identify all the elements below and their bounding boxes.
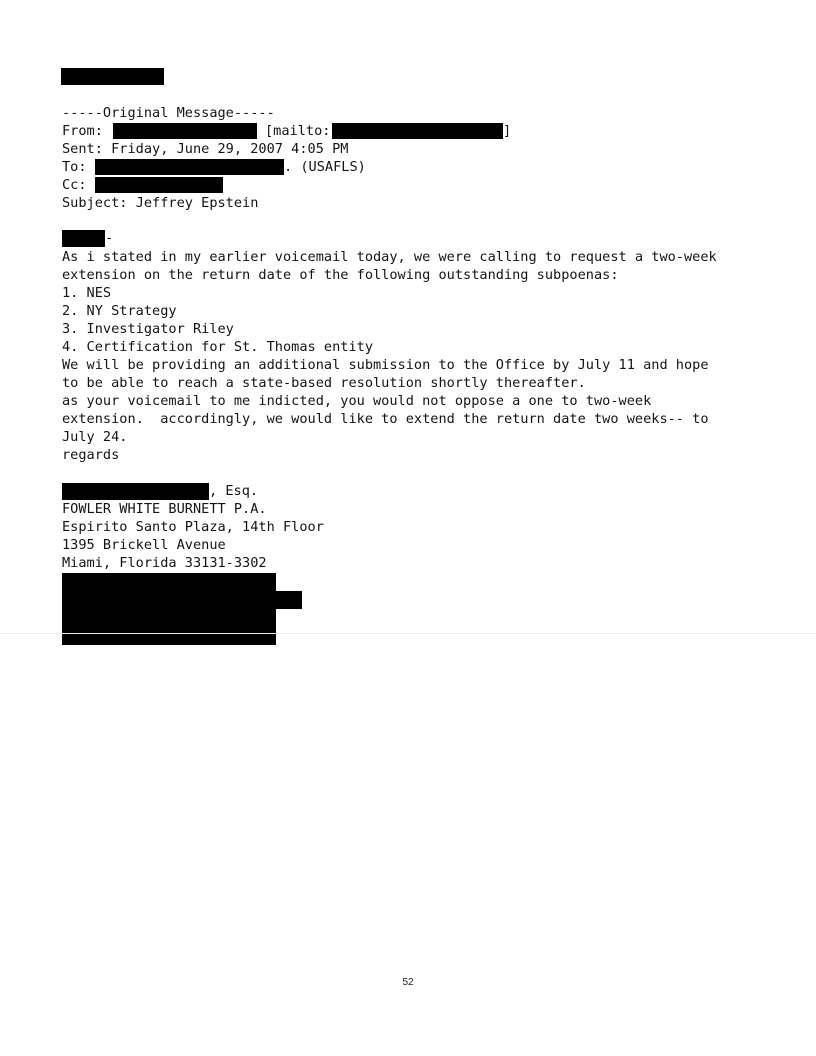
redaction-top bbox=[61, 68, 164, 85]
from-label: From: bbox=[62, 123, 103, 139]
mailto-close: ] bbox=[503, 123, 512, 139]
body-line: to be able to reach a state-based resolution shortly thereafter. bbox=[62, 375, 586, 391]
signature-address-3: Miami, Florida 33131-3302 bbox=[62, 555, 267, 571]
list-item: 4. Certification for St. Thomas entity bbox=[62, 339, 373, 355]
body-line: July 24. bbox=[62, 429, 128, 445]
original-message-line: -----Original Message----- bbox=[62, 105, 275, 121]
signature-esq: , Esq. bbox=[209, 483, 259, 499]
redaction-signature-contact-2 bbox=[62, 591, 302, 609]
redaction-from-name bbox=[113, 123, 257, 139]
body-line: extension. accordingly, we would like to extend the return date two weeks-- to bbox=[62, 411, 709, 427]
list-item: 1. NES bbox=[62, 285, 112, 301]
body-line: As i stated in my earlier voicemail today, we were calling to request a two-week bbox=[62, 249, 717, 265]
body-line: We will be providing an additional submission to the Office by July 11 and hope bbox=[62, 357, 709, 373]
to-label: To: bbox=[62, 159, 87, 175]
closing-line: regards bbox=[62, 447, 120, 463]
redaction-greeting bbox=[62, 230, 105, 247]
redaction-signature-contact-4 bbox=[62, 627, 276, 645]
to-suffix: . (USAFLS) bbox=[284, 159, 366, 175]
sent-line: Sent: Friday, June 29, 2007 4:05 PM bbox=[62, 141, 349, 157]
body-line: extension on the return date of the following outstanding subpoenas: bbox=[62, 267, 619, 283]
cc-label: Cc: bbox=[62, 177, 87, 193]
page-divider bbox=[0, 633, 816, 634]
signature-address-1: Espirito Santo Plaza, 14th Floor bbox=[62, 519, 324, 535]
list-item: 2. NY Strategy bbox=[62, 303, 177, 319]
redaction-signature-contact-1 bbox=[62, 573, 276, 591]
redaction-to bbox=[95, 159, 284, 175]
signature-firm: FOWLER WHITE BURNETT P.A. bbox=[62, 501, 267, 517]
subject-line: Subject: Jeffrey Epstein bbox=[62, 195, 259, 211]
signature-address-2: 1395 Brickell Avenue bbox=[62, 537, 226, 553]
redaction-cc bbox=[95, 177, 223, 193]
body-line: as your voicemail to me indicted, you would not oppose a one to two-week bbox=[62, 393, 652, 409]
redaction-signature-contact-3 bbox=[62, 609, 276, 627]
page-number: 52 bbox=[402, 977, 414, 988]
redaction-from-email bbox=[332, 123, 503, 139]
list-item: 3. Investigator Riley bbox=[62, 321, 234, 337]
redaction-signature-name bbox=[62, 483, 209, 500]
mailto-open: [mailto: bbox=[265, 123, 331, 139]
greeting-dash: - bbox=[105, 230, 114, 246]
